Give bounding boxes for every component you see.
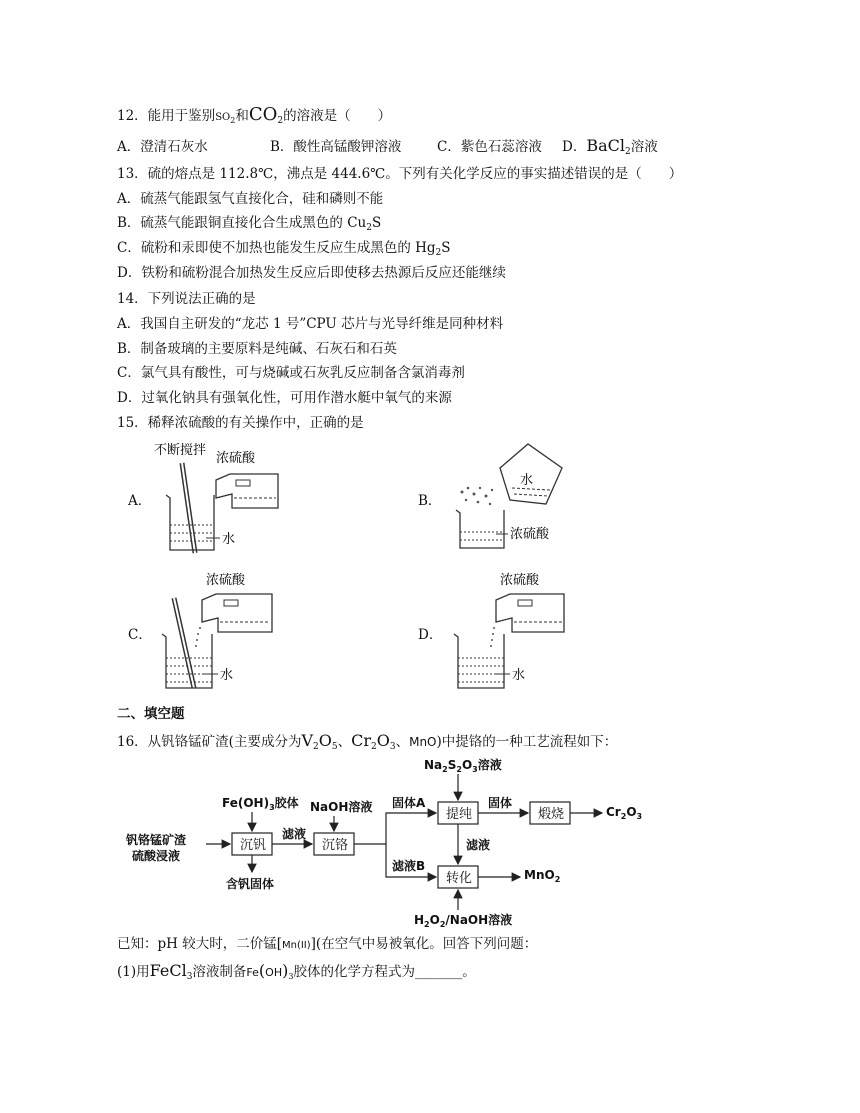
svg-text:转化: 转化 — [446, 871, 473, 886]
q15-label-d: D． — [418, 627, 443, 643]
q14-option-d: D．过氧化钠具有强氧化性，可用作潜水艇中氧气的来源 — [117, 390, 452, 406]
q14-option-b: B．制备玻璃的主要原料是纯碱、石灰石和石英 — [117, 341, 397, 357]
solid-label: 固体 — [488, 796, 513, 810]
q13-option-d: D．铁粉和硫粉混合加热发生反应后即使移去热源后反应还能继续 — [117, 265, 506, 281]
q14-stem: 14．下列说法正确的是 — [117, 291, 256, 307]
acid-label: 浓硫酸 — [500, 573, 540, 588]
svg-text:煅烧: 煅烧 — [538, 807, 565, 822]
naoh-label: NaOH溶液 — [310, 800, 373, 814]
q15-label-c: C． — [128, 627, 152, 643]
ore-label-2: 硫酸浸液 — [132, 849, 181, 863]
q14-option-a: A．我国自主研发的“龙芯 1 号”CPU 芯片与光导纤维是同种材料 — [117, 316, 504, 332]
acid-label: 浓硫酸 — [216, 451, 256, 466]
svg-text:沉铬: 沉铬 — [322, 838, 349, 853]
solid-a-label: 固体A — [392, 796, 426, 810]
q16-subquestion-1: (1)用FeCl$_3$溶液制备$Fe(OH)_3$胶体的化学方程式为_______。 — [117, 961, 476, 982]
q13-option-b: B．硫蒸气能跟铜直接化合生成黑色的 $Cu_2S$ — [117, 215, 382, 233]
h2o2-label: $H_2O_2$/NaOH溶液 — [414, 913, 513, 929]
section-title: 二、填空题 — [117, 706, 185, 722]
q13-stem: 13．硫的熔点是 112.8℃，沸点是 444.6℃。下列有关化学反应的事实描述错误的是（ ） — [117, 166, 683, 182]
cr2o3-product: $Cr_2O_3$ — [606, 805, 643, 821]
q15-stem: 15．稀释浓硫酸的有关操作中，正确的是 — [117, 415, 364, 431]
water-label: 水 — [512, 668, 526, 683]
figure-c — [150, 570, 290, 695]
water-label: 水 — [520, 473, 534, 488]
q12-options: A．澄清石灰水 B．酸性高锰酸钾溶液 C．紫色石蕊溶液 D．BaCl2溶液 — [117, 136, 658, 157]
q14-option-c: C．氯气具有酸性，可与烧碱或石灰乳反应制备含氯消毒剂 — [117, 365, 465, 381]
figure-b — [440, 438, 580, 558]
filtrate-label-2: 滤液 — [466, 838, 491, 852]
acid-label: 浓硫酸 — [510, 527, 550, 542]
na2s2o3-label: $Na_2S_2O_3$溶液 — [424, 758, 502, 774]
mno2-product: MnO$_2$ — [524, 868, 561, 884]
filtrate-label: 滤液 — [282, 827, 307, 841]
q15-label-b: B． — [418, 493, 442, 509]
filtrate-b-label: 滤液B — [392, 859, 426, 873]
acid-bottle — [216, 474, 278, 508]
q15-label-a: A． — [128, 493, 152, 509]
feoh3-label: $Fe(OH)_3$胶体 — [222, 796, 299, 812]
figure-a — [150, 438, 290, 558]
vanadium-solid-label: 含钒固体 — [226, 877, 275, 891]
q13-option-c: C．硫粉和汞即使不加热也能发生反应生成黑色的 $Hg_2S$ — [117, 240, 451, 258]
beaker — [456, 510, 504, 548]
ore-label-1: 钒铬锰矿渣 — [126, 833, 187, 847]
stir-label: 不断搅拌 — [154, 443, 207, 458]
svg-text:沉钒: 沉钒 — [240, 838, 267, 853]
beaker — [454, 634, 504, 688]
water-label: 水 — [220, 668, 234, 683]
water-label: 水 — [222, 532, 236, 547]
process-flowchart — [120, 752, 680, 932]
figure-d — [440, 570, 580, 695]
svg-text:提纯: 提纯 — [446, 807, 473, 822]
q12-stem: 12．能用于鉴别$SO_2$和$CO_2$的溶液是（ ） — [117, 104, 392, 126]
q16-stem: 16．从钒铬锰矿渣(主要成分为$V_2O_5$、$Cr_2O_3$、MnO)中提铬的一种工艺流程如下： — [117, 731, 618, 752]
q16-known: 已知：pH 较大时，二价锰[Mn(II)](在空气中易被氧化。回答下列问题： — [117, 936, 538, 952]
acid-label: 浓硫酸 — [206, 573, 246, 588]
q13-option-a: A．硫蒸气能跟氢气直接化合，硅和磷则不能 — [117, 191, 384, 207]
